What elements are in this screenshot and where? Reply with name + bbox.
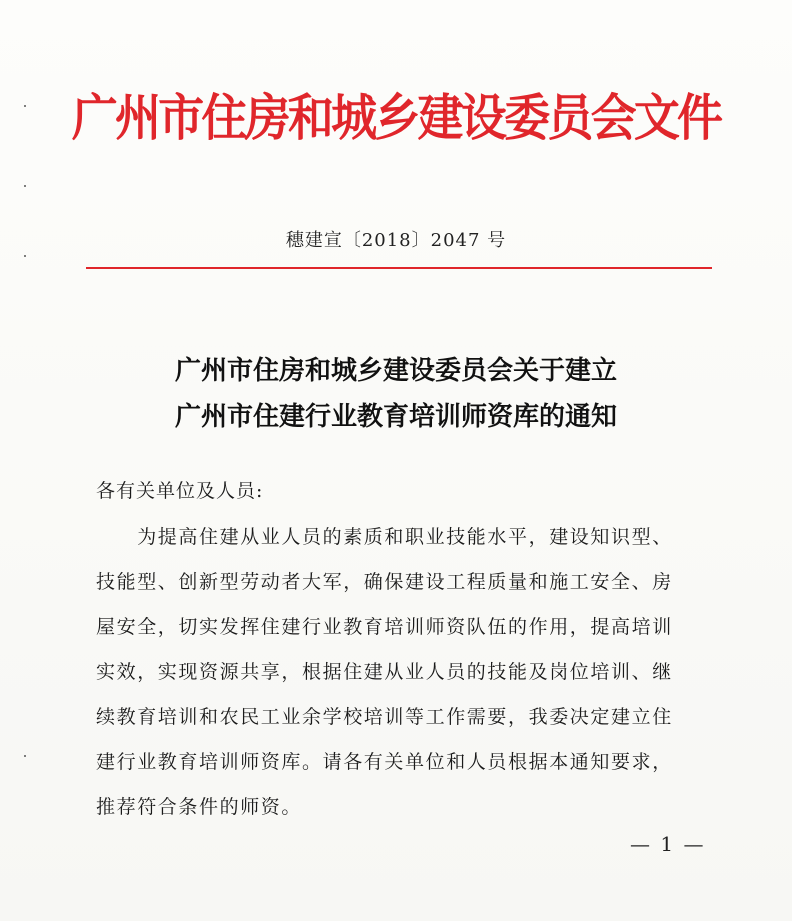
notice-title-line-2: 广州市住建行业教育培训师资库的通知 <box>174 402 617 432</box>
body-paragraph-line: 屋安全，切实发挥住建行业教育培训师资队伍的作用，提高培训 <box>96 616 673 638</box>
scan-speck <box>24 105 26 107</box>
salutation: 各有关单位及人员: <box>96 480 264 502</box>
issuing-authority-header: 广州市住房和城乡建设委员会文件 <box>71 88 721 147</box>
body-paragraph-line: 推荐符合条件的师资。 <box>96 796 303 818</box>
scan-speck <box>24 755 26 757</box>
body-paragraph-line: 建行业教育培训师资库。请各有关单位和人员根据本通知要求， <box>96 751 673 773</box>
scan-speck <box>24 185 26 187</box>
page-number: — 1 — <box>630 832 706 856</box>
body-paragraph-line: 为提高住建从业人员的素质和职业技能水平，建设知识型、 <box>96 526 673 548</box>
header-divider <box>86 267 712 269</box>
body-paragraph-line: 技能型、创新型劳动者大军，确保建设工程质量和施工安全、房 <box>96 571 673 593</box>
document-number: 穗建宣〔2018〕2047 号 <box>285 230 507 251</box>
scan-speck <box>24 255 26 257</box>
body-paragraph-line: 实效，实现资源共享，根据住建从业人员的技能及岗位培训、继 <box>96 661 673 683</box>
body-paragraph-line: 续教育培训和农民工业余学校培训等工作需要，我委决定建立住 <box>96 706 673 728</box>
notice-title-line-1: 广州市住房和城乡建设委员会关于建立 <box>174 356 617 386</box>
